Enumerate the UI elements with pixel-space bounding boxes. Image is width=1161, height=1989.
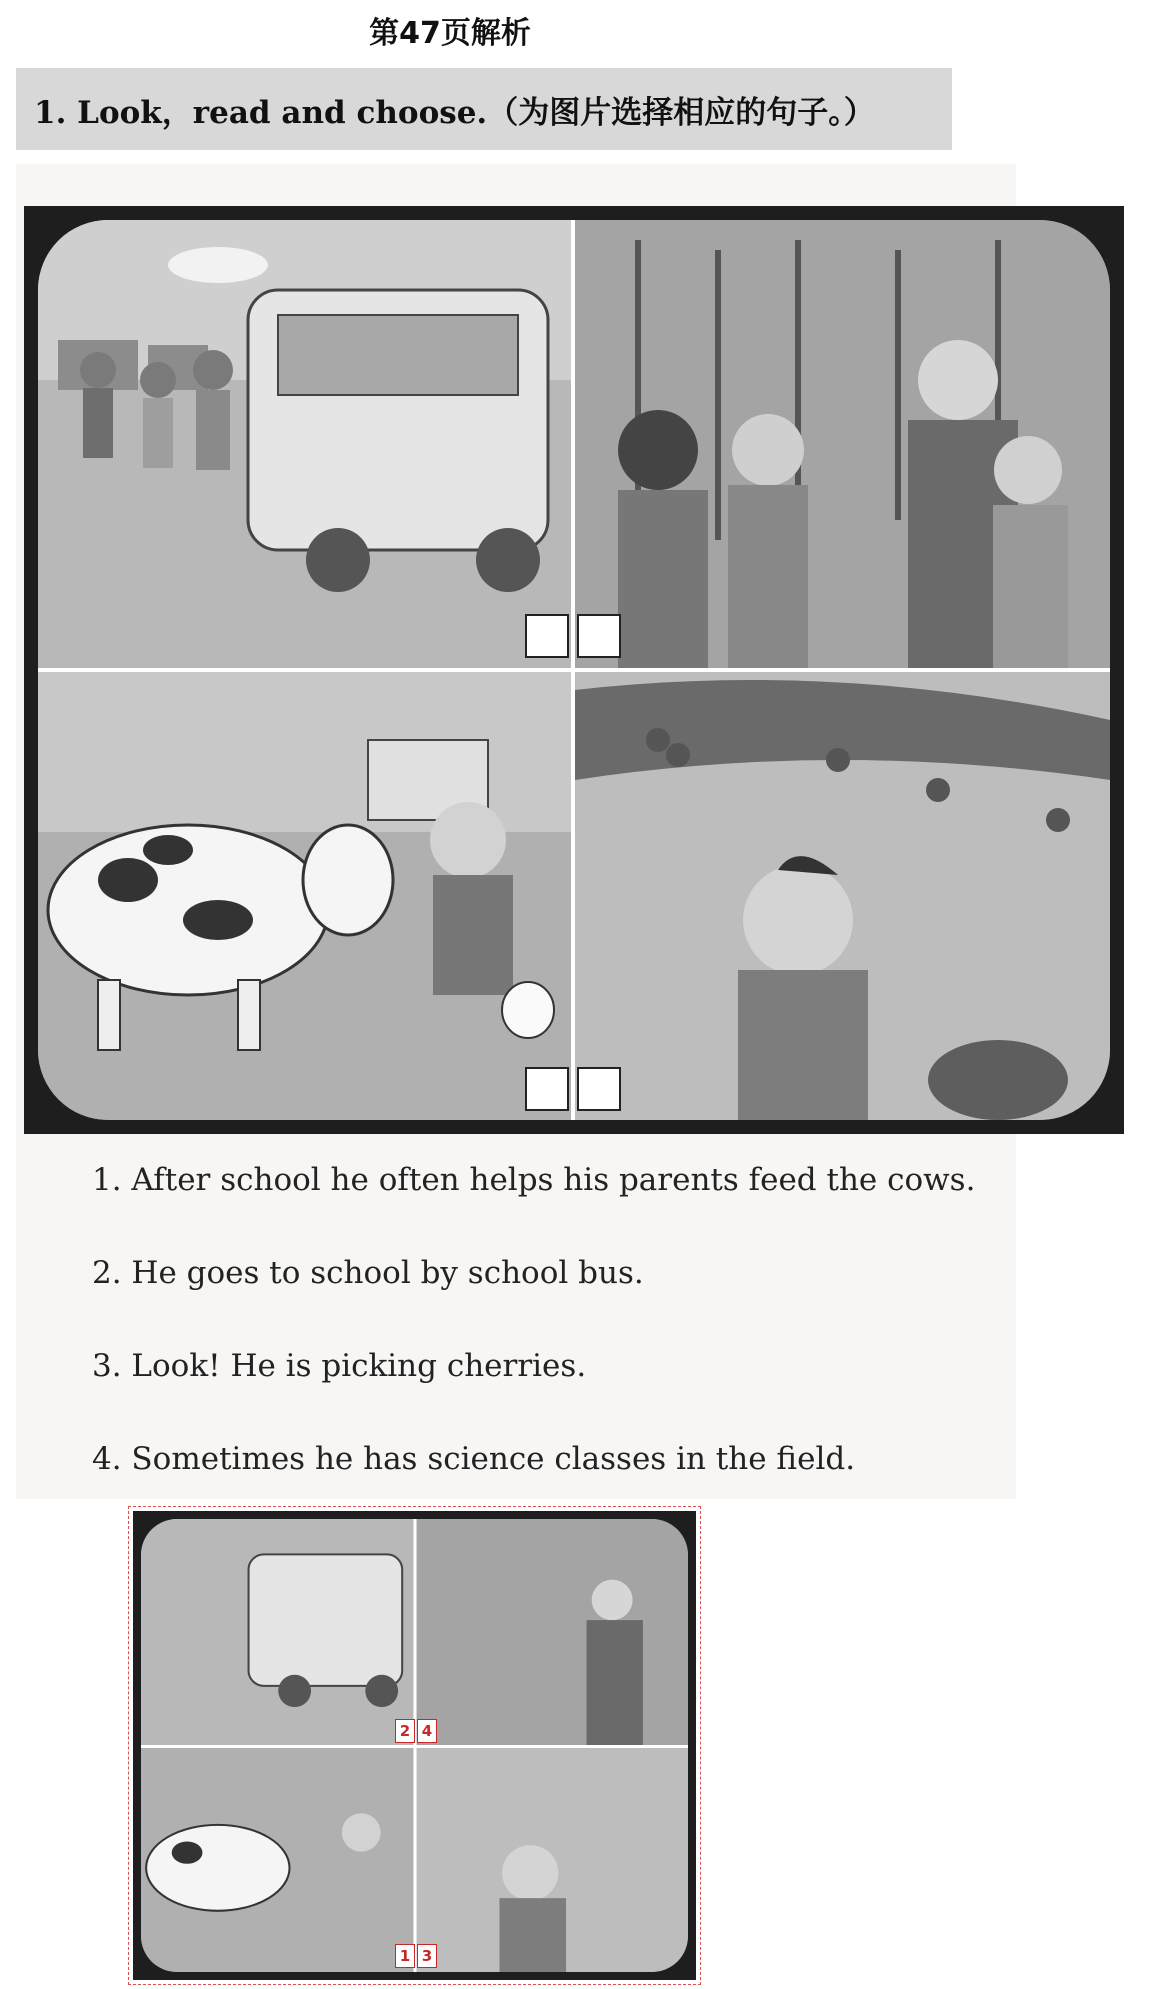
answer-box-3 — [526, 1068, 568, 1110]
sentence-1: 1. After school he often helps his parents feed the cows. — [92, 1162, 976, 1198]
picture-cornfield-class — [575, 220, 1110, 668]
sentence-list — [92, 1150, 1052, 1522]
picture-feeding-cow — [38, 672, 571, 1120]
page-title: 第47页解析 — [369, 16, 531, 51]
answer-label-top-right: 4 — [417, 1719, 437, 1743]
answer-label-top-left: 2 — [395, 1719, 415, 1743]
exercise-heading: 1. Look，read and choose.（为图片选择相应的句子。） — [16, 68, 952, 150]
answer-label-bottom-left: 1 — [395, 1944, 415, 1968]
picture-picking-cherries — [575, 672, 1110, 1120]
picture-grid — [38, 220, 1110, 1120]
picture-frame — [24, 206, 1124, 1134]
answer-label-bottom-right: 3 — [417, 1944, 437, 1968]
answer-thumbnail — [128, 1506, 701, 1985]
sentence-4: 4. Sometimes he has science classes in the field. — [92, 1441, 856, 1477]
sentence-2: 2. He goes to school by school bus. — [92, 1255, 644, 1291]
answer-box-4 — [578, 1068, 620, 1110]
answer-picture-grid — [141, 1519, 688, 1972]
picture-school-bus — [38, 220, 571, 668]
sentence-3: 3. Look! He is picking cherries. — [92, 1348, 587, 1384]
answer-box-2 — [578, 615, 620, 657]
answer-box-1 — [526, 615, 568, 657]
